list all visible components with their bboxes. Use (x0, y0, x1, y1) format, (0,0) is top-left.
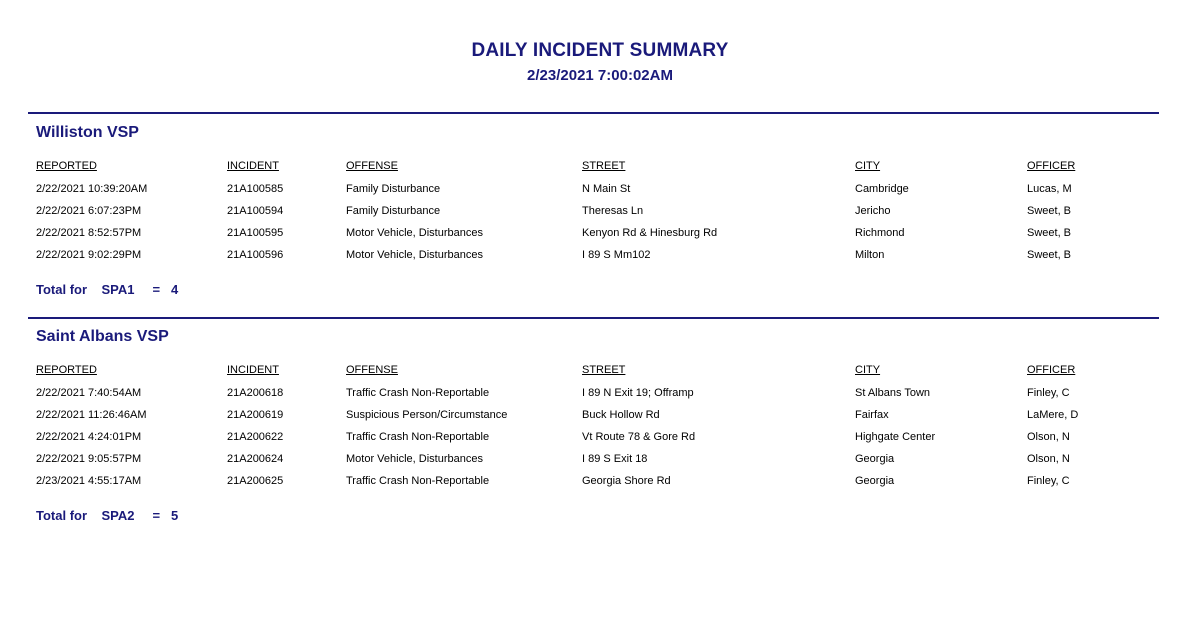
section-divider (28, 317, 1159, 319)
cell-city: St Albans Town (855, 387, 931, 399)
column-header-city: CITY (855, 160, 881, 172)
cell-city: Richmond (855, 227, 905, 239)
column-header-reported: REPORTED (36, 160, 97, 172)
cell-city: Highgate Center (855, 431, 936, 443)
cell-officer: Olson, N (1027, 453, 1070, 465)
cell-officer: LaMere, D (1027, 409, 1079, 421)
column-header-reported: REPORTED (36, 364, 97, 376)
cell-street: Kenyon Rd & Hinesburg Rd (582, 227, 718, 239)
cell-reported: 2/23/2021 4:55:17AM (36, 475, 142, 487)
cell-street: I 89 S Exit 18 (582, 453, 648, 465)
cell-offense: Suspicious Person/Circumstance (346, 409, 508, 421)
cell-reported: 2/22/2021 9:02:29PM (36, 249, 142, 261)
cell-incident: 21A200625 (227, 475, 284, 487)
cell-reported: 2/22/2021 9:05:57PM (36, 453, 142, 465)
cell-officer: Finley, C (1027, 387, 1070, 399)
cell-reported: 2/22/2021 7:40:54AM (36, 387, 142, 399)
section-divider (28, 112, 1159, 114)
section-title: Saint Albans VSP (36, 328, 169, 345)
cell-officer: Sweet, B (1027, 227, 1072, 239)
cell-officer: Lucas, M (1027, 183, 1072, 195)
section-title: Williston VSP (36, 124, 139, 141)
cell-street: I 89 S Mm102 (582, 249, 651, 261)
cell-city: Cambridge (855, 183, 909, 195)
cell-officer: Olson, N (1027, 431, 1070, 443)
cell-offense: Family Disturbance (346, 205, 441, 217)
cell-offense: Traffic Crash Non-Reportable (346, 387, 490, 399)
cell-incident: 21A100596 (227, 249, 284, 261)
cell-incident: 21A200619 (227, 409, 284, 421)
cell-incident: 21A100594 (227, 205, 284, 217)
column-header-street: STREET (582, 364, 626, 376)
cell-officer: Finley, C (1027, 475, 1070, 487)
cell-incident: 21A100595 (227, 227, 284, 239)
column-header-offense: OFFENSE (346, 160, 398, 172)
cell-reported: 2/22/2021 4:24:01PM (36, 431, 142, 443)
cell-city: Jericho (855, 205, 891, 217)
cell-offense: Motor Vehicle, Disturbances (346, 227, 483, 239)
column-header-street: STREET (582, 160, 626, 172)
cell-reported: 2/22/2021 10:39:20AM (36, 183, 148, 195)
cell-offense: Traffic Crash Non-Reportable (346, 475, 490, 487)
cell-offense: Family Disturbance (346, 183, 441, 195)
section-total: Total for SPA1 = 4 (36, 282, 179, 297)
cell-offense: Motor Vehicle, Disturbances (346, 249, 483, 261)
cell-street: Georgia Shore Rd (582, 475, 671, 487)
cell-reported: 2/22/2021 8:52:57PM (36, 227, 142, 239)
cell-street: Buck Hollow Rd (582, 409, 660, 421)
cell-city: Georgia (855, 475, 895, 487)
cell-reported: 2/22/2021 11:26:46AM (36, 409, 147, 421)
column-header-incident: INCIDENT (227, 160, 279, 172)
cell-city: Fairfax (855, 409, 889, 421)
cell-incident: 21A200624 (227, 453, 284, 465)
cell-reported: 2/22/2021 6:07:23PM (36, 205, 142, 217)
cell-officer: Sweet, B (1027, 205, 1072, 217)
column-header-city: CITY (855, 364, 881, 376)
cell-street: Vt Route 78 & Gore Rd (582, 431, 696, 443)
cell-city: Georgia (855, 453, 895, 465)
cell-offense: Motor Vehicle, Disturbances (346, 453, 483, 465)
cell-street: Theresas Ln (582, 205, 644, 217)
column-header-officer: OFFICER (1027, 160, 1076, 172)
cell-street: N Main St (582, 183, 631, 195)
report-title: DAILY INCIDENT SUMMARY (471, 40, 729, 61)
cell-incident: 21A200622 (227, 431, 284, 443)
cell-city: Milton (855, 249, 885, 261)
cell-incident: 21A100585 (227, 183, 284, 195)
cell-offense: Traffic Crash Non-Reportable (346, 431, 490, 443)
cell-incident: 21A200618 (227, 387, 284, 399)
cell-street: I 89 N Exit 19; Offramp (582, 387, 694, 399)
column-header-officer: OFFICER (1027, 364, 1076, 376)
cell-officer: Sweet, B (1027, 249, 1072, 261)
column-header-incident: INCIDENT (227, 364, 279, 376)
report-timestamp: 2/23/2021 7:00:02AM (527, 67, 673, 84)
section-total: Total for SPA2 = 5 (36, 508, 179, 523)
column-header-offense: OFFENSE (346, 364, 398, 376)
